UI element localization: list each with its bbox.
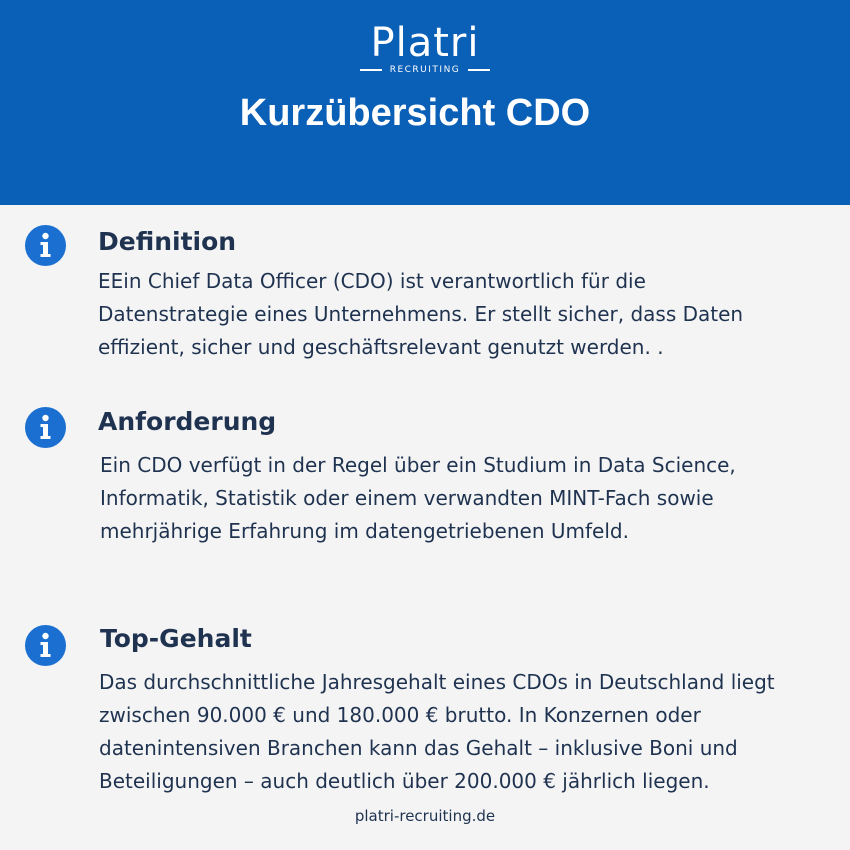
footer-website-link[interactable]: platri-recruiting.de — [354, 807, 496, 825]
logo-rule-left — [360, 69, 382, 71]
body-line: Das durchschnittliche Jahresgehalt eines CDOs in Deutschland liegt — [99, 670, 775, 694]
logo-rule-right — [468, 69, 490, 71]
body-line: datenintensiven Branchen kann das Gehalt – inklusive Boni und — [99, 736, 738, 760]
logo-subtext: RECRUITING — [389, 65, 461, 75]
platri-logo — [0, 20, 850, 76]
info-icon — [25, 625, 66, 666]
body-line: effizient, sicher und geschäftsrelevant genutzt werden. . — [98, 335, 664, 359]
body-line: zwischen 90.000 € und 180.000 € brutto. In Konzernen oder — [99, 703, 701, 727]
section-body — [100, 449, 736, 548]
info-icon — [25, 225, 66, 266]
logo-wordmark: Platri — [370, 20, 480, 66]
body-line: Datenstrategie eines Unternehmens. Er stellt sicher, dass Daten — [98, 302, 744, 326]
info-icon — [25, 407, 66, 448]
body-line: Informatik, Statistik oder einem verwandten MINT-Fach sowie — [100, 486, 714, 510]
body-line: Ein CDO verfügt in der Regel über ein Studium in Data Science, — [100, 453, 736, 477]
section-body — [99, 666, 775, 798]
body-line: EEin Chief Data Officer (CDO) ist verantwortlich für die — [98, 269, 646, 293]
section-body — [98, 265, 743, 364]
body-line: Beteiligungen – auch deutlich über 200.000 € jährlich liegen. — [99, 769, 710, 793]
page-title: Kurzübersicht CDO — [239, 92, 591, 134]
section-title: Anforderung — [98, 407, 277, 436]
logo-subline — [0, 64, 850, 76]
header-banner — [0, 0, 850, 205]
section-title: Definition — [98, 227, 237, 256]
body-line: mehrjährige Erfahrung im datengetriebenen Umfeld. — [100, 519, 629, 543]
section-title: Top-Gehalt — [100, 624, 252, 653]
